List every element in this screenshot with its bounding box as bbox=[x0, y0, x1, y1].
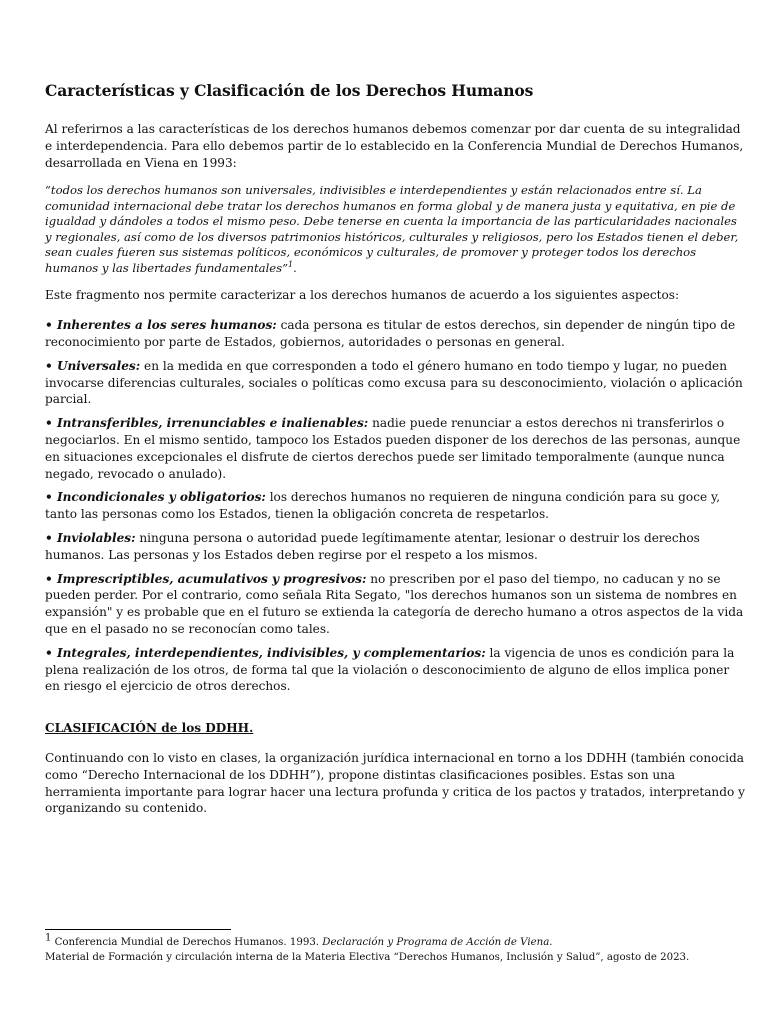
footnote-citation-suffix: . bbox=[549, 937, 553, 948]
footnote-ref: 1 bbox=[288, 260, 294, 270]
footnote-citation-title: Declaración y Programa de Acción de Viena bbox=[322, 937, 550, 948]
quote-end: . bbox=[293, 260, 297, 275]
footnote-1 bbox=[45, 932, 745, 951]
characteristic-item bbox=[45, 358, 745, 408]
page-title: Características y Clasificación de los Derechos Humanos bbox=[45, 81, 534, 100]
characteristic-term: Incondicionales y obligatorios: bbox=[56, 490, 266, 505]
characteristics-list bbox=[45, 317, 745, 695]
bullet: • bbox=[45, 530, 53, 545]
bullet: • bbox=[45, 416, 53, 431]
bullet: • bbox=[45, 358, 53, 373]
vienna-quote bbox=[45, 183, 745, 276]
characteristic-item bbox=[45, 415, 745, 482]
document-body bbox=[45, 121, 745, 817]
quote-text: “todos los derechos humanos son universales, indivisibles e interdependientes y están relacionados entre sí. La comunidad internacional debe tratar los derechos humanos en forma global y de manera justa y equitativa, en pie de igualdad y dándoles a todos el mismo peso. Debe tenerse en cuenta la importancia de las particularidades nacionales y regionales, así como de los diversos patrimonios históricos, culturales y religiosos, pero los Estados tienen el deber, sean cuales fueren sus sistemas políticos, económicos y culturales, de promover y proteger todos los derechos humanos y las libertades fundamentales” bbox=[45, 183, 739, 275]
aspects-intro: Este fragmento nos permite caracterizar a los derechos humanos de acuerdo a los siguientes aspectos: bbox=[45, 288, 680, 303]
footnote-number: 1 bbox=[45, 932, 52, 944]
characteristic-item bbox=[45, 530, 745, 564]
characteristic-term: Imprescriptibles, acumulativos y progresivos: bbox=[56, 571, 367, 586]
characteristic-text: cada persona es titular de estos derechos, sin depender de ningún tipo de reconocimiento por parte de Estados, gobiernos, autoridades o personas en general. bbox=[45, 318, 736, 349]
classification-paragraph: Continuando con lo visto en clases, la organización jurídica internacional en torno a los DDHH (también conocida como “Derecho Internacional de los DDHH”), propone distintas clasificaciones posibles. Estas son una herramienta importante para lograr hacer una lectura profunda y critica de los pactos y tratados, interpretando y organizando su contenido. bbox=[45, 750, 745, 816]
footnote-separator bbox=[45, 929, 231, 930]
intro-paragraph: Al referirnos a las características de los derechos humanos debemos comenzar por dar cuenta de su integralidad e interdependencia. Para ello debemos partir de lo establecido en la Conferencia Mundial de Derechos Humanos, desarrollada en Viena en 1993: bbox=[45, 122, 744, 170]
footnotes bbox=[45, 932, 745, 965]
characteristic-term: Universales: bbox=[56, 358, 141, 373]
characteristic-term: Inherentes a los seres humanos: bbox=[56, 318, 277, 333]
characteristic-term: Intransferibles, irrenunciables e inalienables: bbox=[56, 416, 369, 431]
characteristic-item bbox=[45, 317, 745, 351]
characteristic-text: en la medida en que corresponden a todo el género humano en todo tiempo y lugar, no pueden invocarse diferencias culturales, sociales o políticas como excusa para su desconocimiento, violación o aplicación parcial. bbox=[45, 358, 743, 407]
footnote-citation-prefix: Conferencia Mundial de Derechos Humanos. 1993. bbox=[51, 937, 323, 948]
characteristic-text: no prescriben por el paso del tiempo, no caducan y no se pueden perder. Por el contrario, como señala Rita Segato, "los derechos humanos son un sistema de nombres en expansión" y es probable que en el futuro se extienda la categoría de derecho humano a otros aspectos de la vida que en el pasado no se reconocían como tales. bbox=[45, 571, 744, 636]
characteristic-text: ninguna persona o autoridad puede legítimamente atentar, lesionar o destruir los derechos humanos. Las personas y los Estados deben regirse por el respeto a los mismos. bbox=[45, 530, 700, 562]
classification-heading: CLASIFICACIÓN de los DDHH. bbox=[45, 721, 254, 736]
characteristic-text: la vigencia de unos es condición para la plena realización de los otros, de forma tal que la violación o desconocimiento de alguno de ellos implica poner en riesgo el ejercicio de otros derechos. bbox=[45, 645, 735, 694]
bullet: • bbox=[45, 318, 53, 333]
characteristic-term: Integrales, interdependientes, indivisibles, y complementarios: bbox=[56, 645, 486, 660]
characteristic-item bbox=[45, 489, 745, 523]
bullet: • bbox=[45, 490, 53, 505]
characteristic-term: Inviolables: bbox=[56, 530, 136, 545]
bullet: • bbox=[45, 571, 53, 586]
characteristic-item bbox=[45, 645, 745, 695]
characteristic-text: los derechos humanos no requieren de ninguna condición para su goce y, tanto las personas como los Estados, tienen la obligación concreta de respetarlos. bbox=[45, 490, 721, 522]
characteristic-text: nadie puede renunciar a estos derechos ni transferirlos o negociarlos. En el mismo sentido, tampoco los Estados pueden disponer de los derechos de las personas, aunque en situaciones excepcionales el disfrute de ciertos derechos puede ser limitado temporalmente (aunque nunca negado, revocado o anulado). bbox=[45, 416, 741, 481]
material-note: Material de Formación y circulación interna de la Materia Electiva “Derechos Humanos, Inclusión y Salud”, agosto de 2023. bbox=[45, 951, 690, 963]
characteristic-item bbox=[45, 571, 745, 638]
bullet: • bbox=[45, 645, 53, 660]
